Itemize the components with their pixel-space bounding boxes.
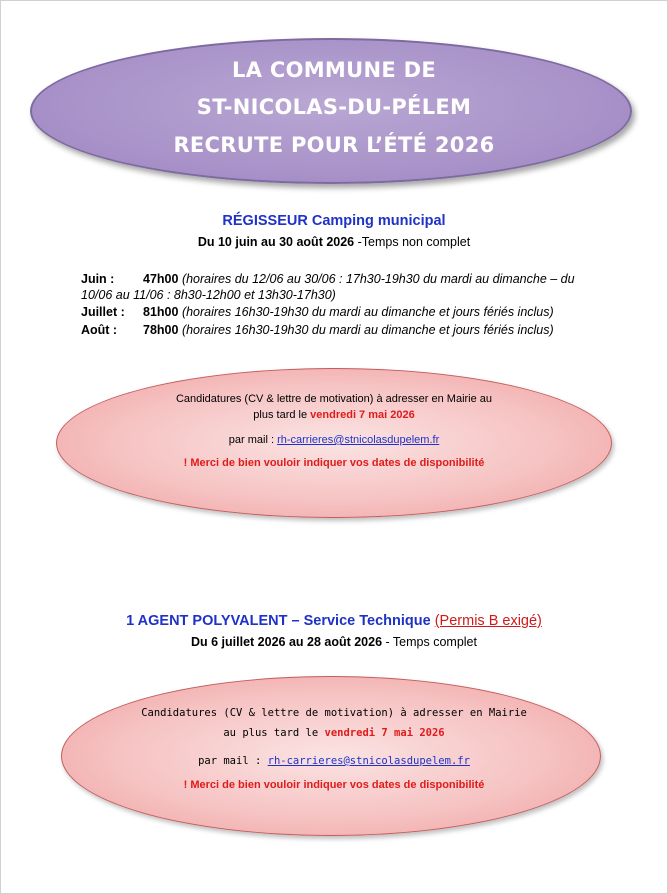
job2-heading: 1 AGENT POLYVALENT – Service Technique [126, 613, 431, 629]
job1-dates: Du 10 juin au 30 août 2026 [197, 235, 355, 249]
apply-deadline: vendredi 7 mai 2026 [310, 409, 415, 421]
schedule-hours: 81h00 [143, 305, 179, 319]
job1-apply-line1: Candidatures (CV & lettre de motivation) à adresser en Mairie au [175, 393, 493, 405]
job1-apply-line2 [0, 409, 668, 421]
apply-prefix: plus tard le [253, 409, 311, 421]
title-line-3: RECRUTE POUR L’ÉTÉ 2026 [173, 133, 495, 157]
job2-apply-line1: Candidatures (CV & lettre de motivation) à adresser en Mairie [141, 707, 527, 719]
schedule-hours: 78h00 [143, 323, 179, 337]
mail-prefix: par mail : [228, 434, 278, 446]
schedule-detail: (horaires 16h30-19h30 du mardi au dimanche et jours fériés inclus) [181, 323, 554, 337]
job2-permis: (Permis B exigé) [434, 613, 542, 629]
job2-warning: ! Merci de bien vouloir indiquer vos dates de disponibilité [183, 779, 485, 791]
schedule-detail: (horaires 16h30-19h30 du mardi au dimanche et jours fériés inclus) [181, 305, 554, 319]
job2-mail-line [0, 755, 668, 767]
schedule-month: Août : [81, 323, 118, 337]
title-line-2: ST-NICOLAS-DU-PÉLEM [196, 95, 472, 119]
job1-schedule-aout [81, 322, 621, 338]
job2-mail-link[interactable]: rh-carrieres@stnicolasdupelem.fr [267, 755, 470, 767]
job1-heading: RÉGISSEUR Camping municipal [222, 213, 446, 229]
schedule-hours: 47h00 [143, 272, 179, 286]
job1-schedule-juin [81, 271, 621, 303]
job1-mail-line [0, 434, 668, 446]
job2-dates-line [0, 635, 668, 649]
job1-mail-link[interactable]: rh-carrieres@stnicolasdupelem.fr [277, 434, 440, 446]
schedule-month: Juillet : [81, 305, 125, 319]
job2-heading-line [0, 613, 668, 629]
apply-deadline: vendredi 7 mai 2026 [324, 727, 445, 739]
job1-schedule-juillet [81, 304, 621, 320]
job1-contract: -Temps non complet [354, 235, 471, 249]
apply-prefix: au plus tard le [223, 727, 325, 739]
job2-dates: Du 6 juillet 2026 au 28 août 2026 [190, 635, 383, 649]
job2-contract: - Temps complet [382, 635, 477, 649]
title-line-1: LA COMMUNE DE [232, 58, 436, 82]
schedule-detail: (horaires du 12/06 au 30/06 : 17h30-19h30 du mardi au dimanche – du [181, 272, 575, 286]
mail-prefix: par mail : [198, 755, 268, 767]
schedule-detail-cont: 10/06 au 11/06 : 8h30-12h00 et 13h30-17h30) [81, 288, 336, 302]
schedule-month: Juin : [81, 272, 115, 286]
job1-warning: ! Merci de bien vouloir indiquer vos dates de disponibilité [183, 457, 485, 469]
job2-apply-line2 [0, 727, 668, 739]
job1-dates-line [0, 235, 668, 249]
